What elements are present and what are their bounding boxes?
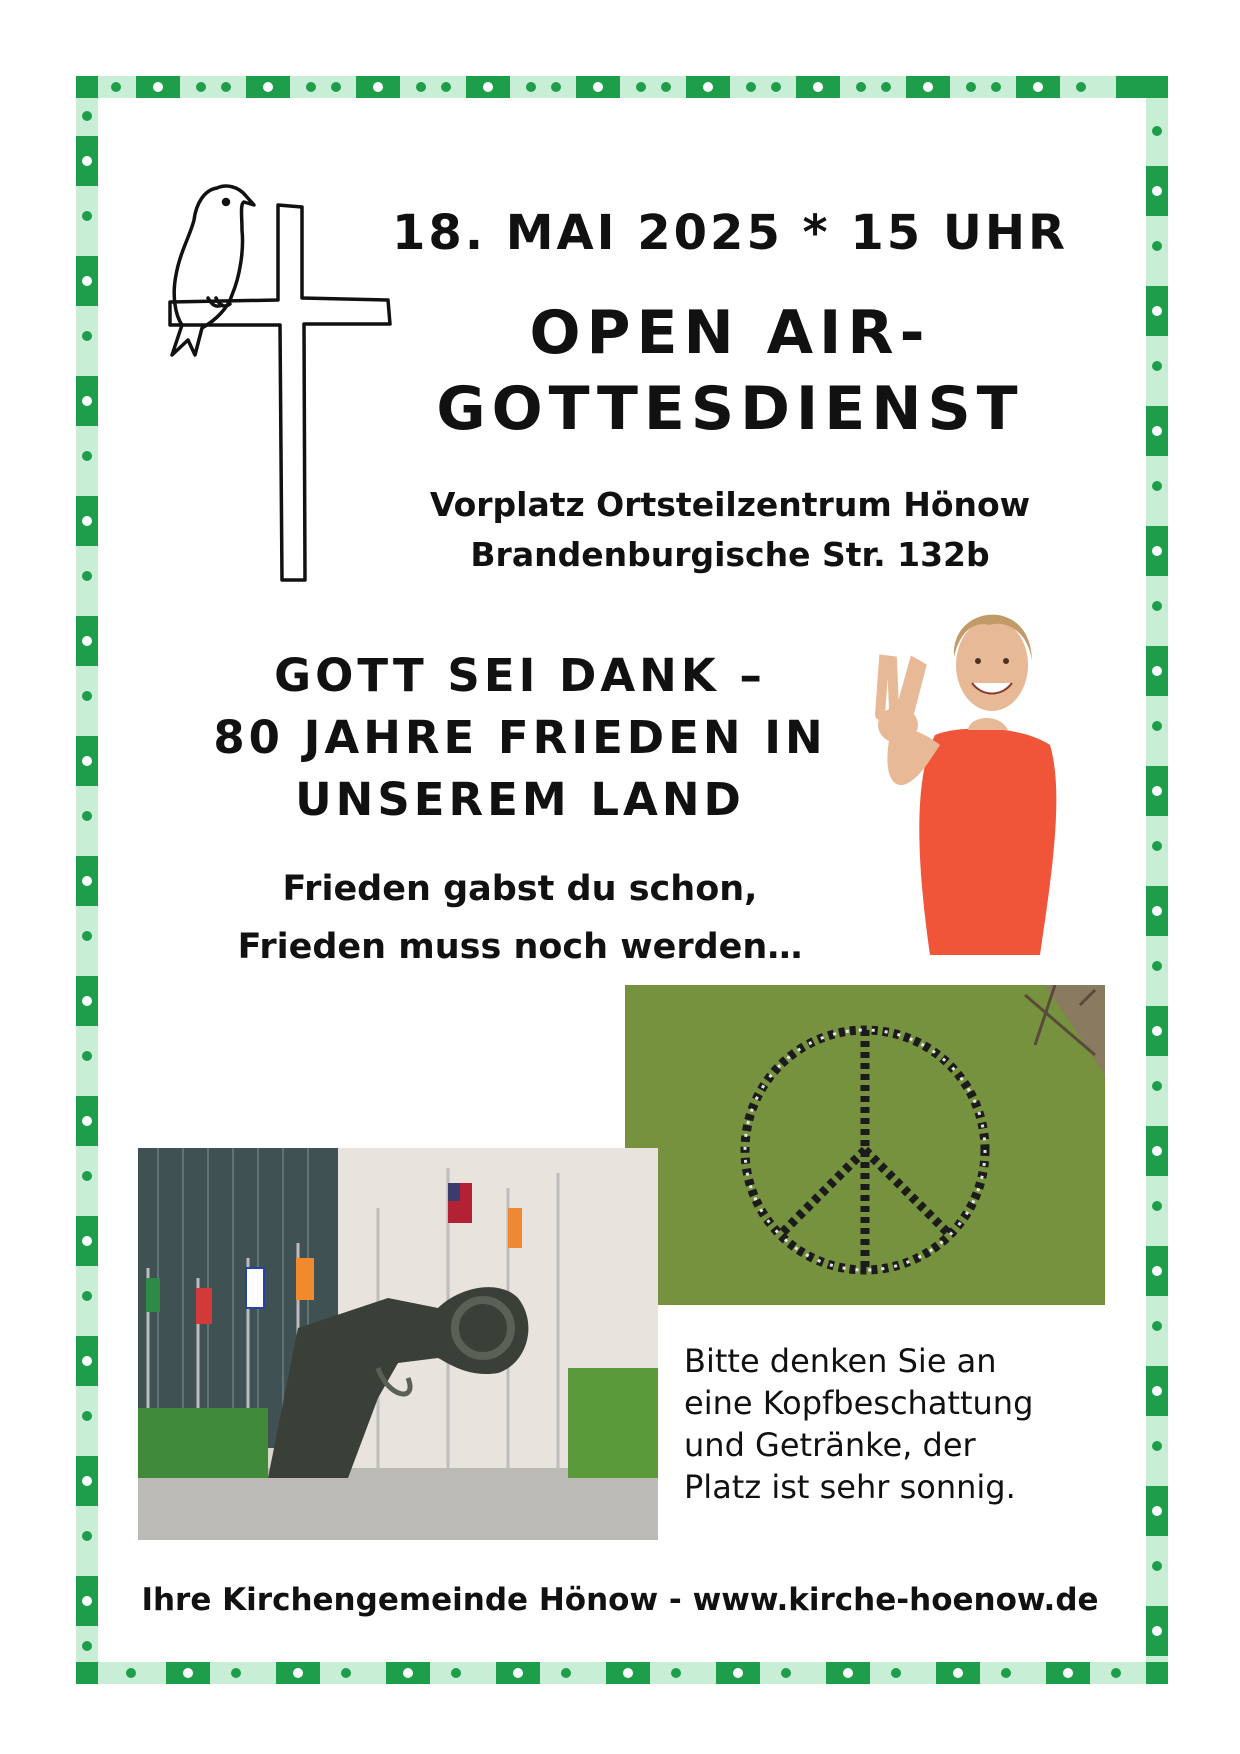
event-title-line-1: OPEN AIR-: [529, 298, 931, 368]
hint-line-3: und Getränke, der: [684, 1426, 976, 1464]
motto-heading: [180, 645, 860, 831]
motto-line-1: GOTT SEI DANK –: [274, 649, 766, 702]
verse-line-1: Frieden gabst du schon,: [282, 869, 758, 909]
motto-line-2: 80 JAHRE FRIEDEN IN: [213, 711, 827, 764]
event-date-time: 18. MAI 2025 * 15 UHR: [392, 205, 1068, 261]
address-line-2: Brandenburgische Str. 132b: [470, 535, 990, 574]
event-title-line-2: GOTTESDIENST: [436, 374, 1024, 444]
footer-parish-website: Ihre Kirchengemeinde Hönow - www.kirche-hoenow.de: [141, 1582, 1099, 1618]
border-left: [76, 76, 98, 1684]
border-right: [1146, 76, 1168, 1684]
event-title: [390, 295, 1070, 447]
border-top: [76, 76, 1168, 98]
event-address: [400, 480, 1060, 580]
hint-line-1: Bitte denken Sie an: [684, 1342, 997, 1380]
address-line-1: Vorplatz Ortsteilzentrum Hönow: [429, 485, 1031, 524]
peace-sign-woman-photo: [850, 585, 1085, 965]
verse-line-2: Frieden muss noch werden…: [237, 927, 803, 967]
peace-circle-photo: [625, 985, 1105, 1305]
non-violence-sculpture-photo: [138, 1148, 658, 1540]
peace-verse: [200, 860, 840, 976]
dove-on-cross-icon: [160, 180, 400, 590]
motto-line-3: UNSEREM LAND: [295, 773, 745, 826]
sun-protection-hint: [684, 1340, 1084, 1508]
hint-line-2: eine Kopfbeschattung: [684, 1384, 1034, 1422]
hint-line-4: Platz ist sehr sonnig.: [684, 1468, 1016, 1506]
border-bottom: [76, 1662, 1168, 1684]
